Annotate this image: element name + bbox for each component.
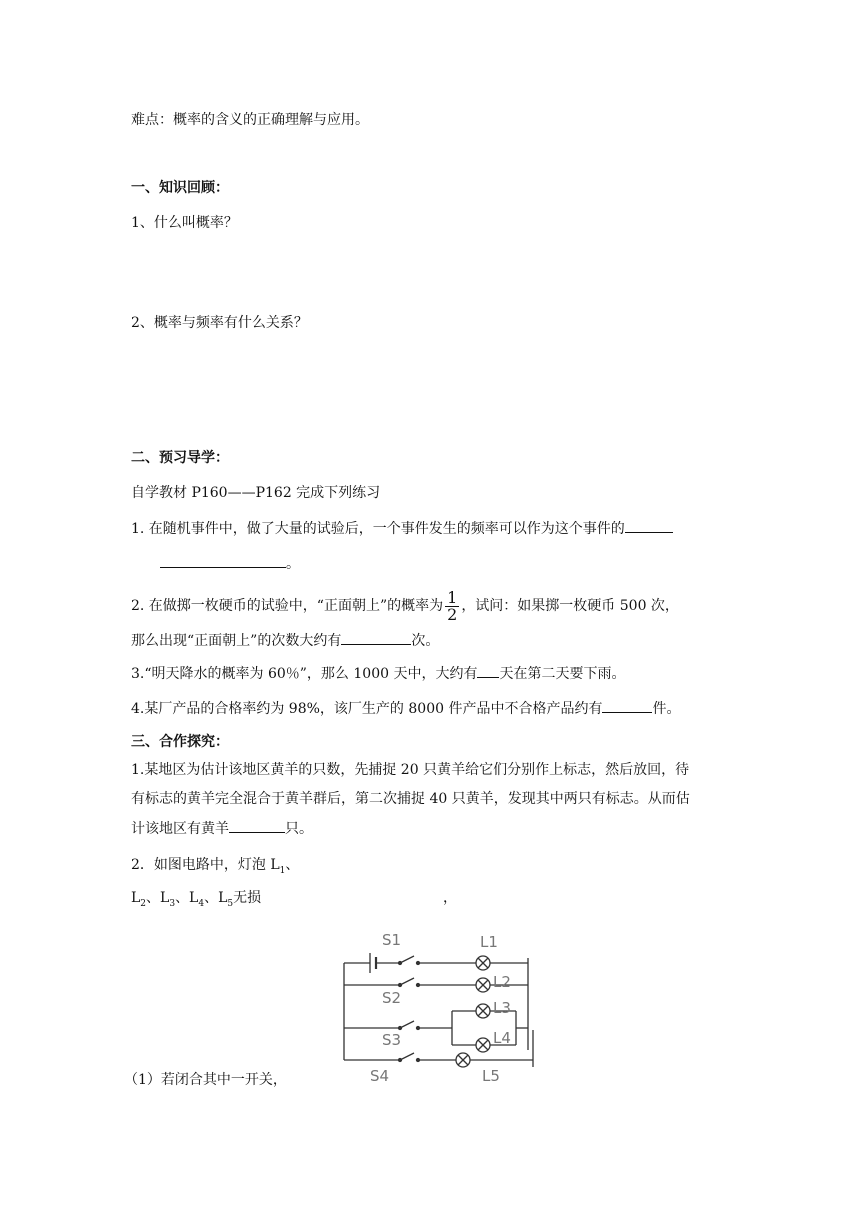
section2-intro: 自学教材 P160——P162 完成下列练习 — [131, 485, 381, 501]
lamp-label-part: 、L — [146, 890, 170, 906]
section3-q1-line3 — [131, 818, 313, 839]
section2-q3 — [131, 663, 625, 684]
section2-q2-pre: 2. 在做掷一枚硬币的试验中，“正面朝上”的概率为 — [131, 598, 444, 614]
section2-q2-post: ，试问：如果掷一枚硬币 500 次， — [461, 598, 679, 614]
answer-blank — [229, 818, 285, 833]
section2-q4 — [131, 698, 680, 719]
section1-q1: 1、什么叫概率？ — [131, 215, 238, 231]
subscript: 3 — [169, 898, 176, 909]
section2-q2 — [131, 588, 679, 624]
section2-q1-end: 。 — [286, 556, 300, 572]
answer-blank — [341, 630, 411, 645]
difficulty-text: 难点：概率的含义的正确理解与应用。 — [131, 112, 369, 128]
lamp-label-part: L — [131, 890, 141, 906]
section2-q1 — [131, 518, 673, 539]
lamp-label-l5: L5 — [482, 1067, 500, 1085]
section2-q3-pre: 3.“明天降水的概率为 60％”，那么 1000 天中，大约有 — [131, 666, 478, 682]
section3-q1-line3-pre: 计该地区有黄羊 — [131, 821, 229, 837]
circuit-diagram — [330, 925, 540, 1085]
fraction-one-half — [445, 587, 459, 624]
section3-q2-line2 — [131, 888, 261, 914]
subscript: 5 — [227, 898, 234, 909]
section2-q3-post: 天在第二天要下雨。 — [499, 666, 626, 682]
fraction-denominator: 2 — [447, 604, 458, 624]
switch-s1-blade — [400, 956, 414, 963]
subscript: 2 — [140, 898, 147, 909]
answer-blank — [160, 553, 286, 568]
section3-q2-text: 2．如图电路中，灯泡 L — [131, 857, 280, 873]
lamp-label-l4: L4 — [493, 1029, 511, 1047]
section2-q2-line2 — [131, 630, 439, 651]
section3-q2-end: 、 — [285, 857, 300, 873]
switch-s3-blade — [400, 1021, 414, 1028]
answer-blank — [602, 698, 652, 713]
section3-q2-comma: ， — [443, 890, 457, 906]
section3-q1-line3-post: 只。 — [285, 821, 313, 837]
switch-s2-blade — [400, 978, 414, 985]
lamp-label-l3: L3 — [493, 999, 511, 1017]
section1-heading: 一、知识回顾： — [131, 180, 229, 196]
lamp-label-part: 、L — [175, 890, 199, 906]
section3-heading: 三、合作探究： — [131, 734, 229, 750]
section1-q2: 2、概率与频率有什么关系？ — [131, 315, 308, 331]
section3-q1-line1: 1.某地区为估计该地区黄羊的只数，先捕捉 20 只黄羊给它们分别作上标志，然后放回，待 — [131, 762, 690, 778]
subscript: 4 — [198, 898, 205, 909]
section2-q2-line2-post: 次。 — [411, 633, 440, 649]
section2-q1-text: 1. 在随机事件中，做了大量的试验后，一个事件发生的频率可以作为这个事件的 — [131, 521, 625, 537]
switch-s4-blade — [400, 1053, 414, 1060]
switch-label-s4: S4 — [370, 1067, 390, 1085]
lamp-label-part: 、L — [204, 890, 228, 906]
fraction-numerator: 1 — [447, 587, 458, 607]
section2-q4-post: 件。 — [652, 701, 681, 717]
answer-blank — [477, 663, 499, 678]
lamp-label-l2: L2 — [493, 973, 511, 991]
lamp-label-l1: L1 — [480, 933, 498, 951]
section2-q1-cont — [160, 553, 300, 574]
section3-sub1: （1）若闭合其中一开关， — [124, 1072, 287, 1088]
lamp-label-part: 无损 — [233, 890, 262, 906]
section3-q1-line2: 有标志的黄羊完全混合于黄羊群后，第二次捕捉 40 只黄羊，发现其中两只有标志。从而估 — [131, 791, 690, 807]
switch-label-s2: S2 — [382, 989, 402, 1007]
section2-q2-line2-pre: 那么出现“正面朝上”的次数大约有 — [131, 633, 342, 649]
section2-q4-pre: 4.某厂产品的合格率约为 98%，该厂生产的 8000 件产品中不合格产品约有 — [131, 701, 603, 717]
section2-heading: 二、预习导学： — [131, 450, 229, 466]
switch-label-s1: S1 — [382, 931, 402, 949]
answer-blank — [625, 518, 673, 533]
subscript: 1 — [279, 865, 286, 876]
section3-q2-line1 — [131, 855, 299, 881]
switch-label-s3: S3 — [382, 1031, 402, 1049]
